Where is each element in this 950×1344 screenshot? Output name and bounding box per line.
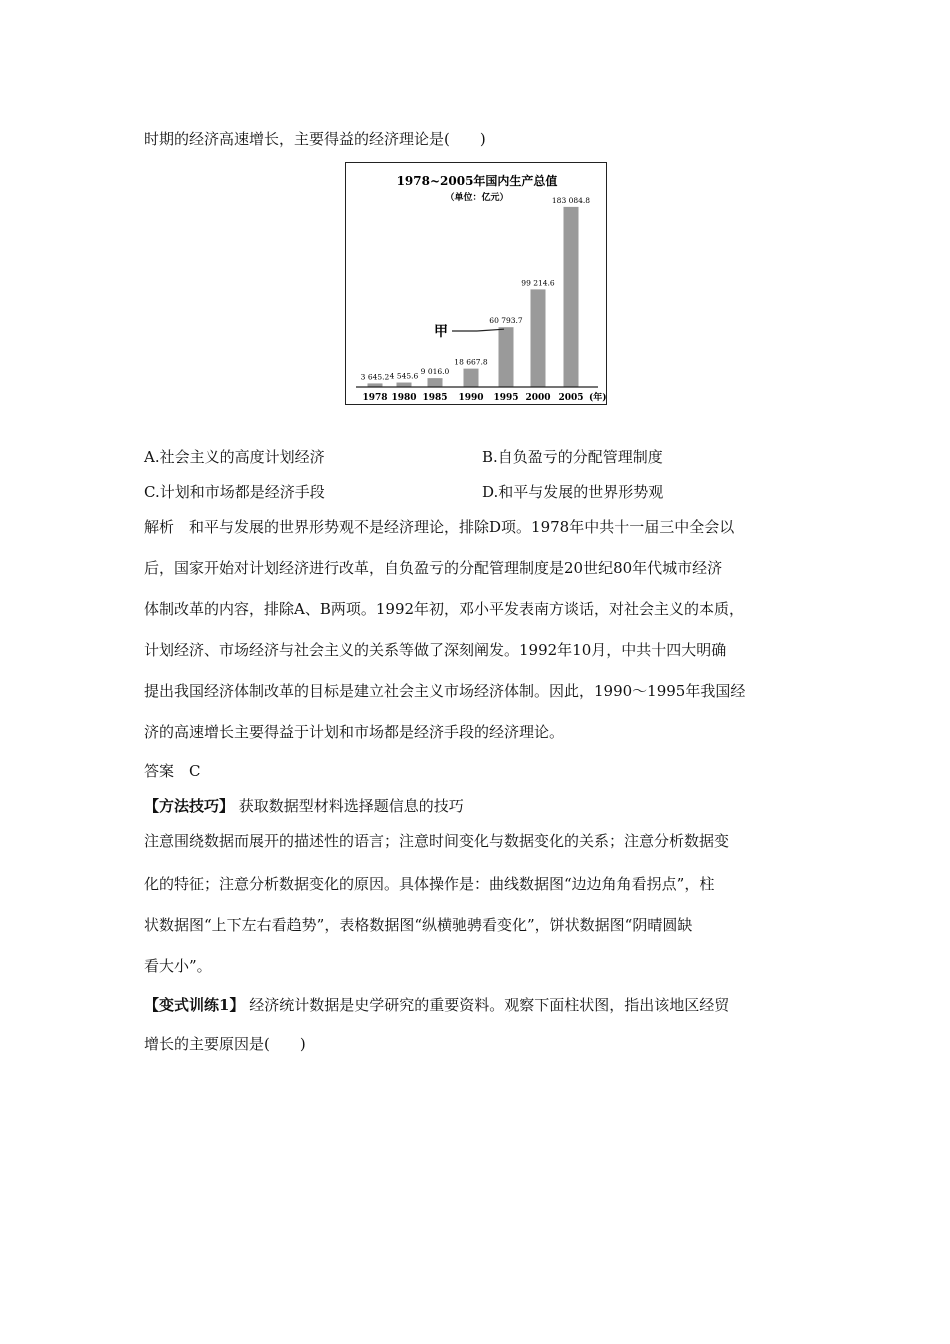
method-line-2: 化的特征；注意分析数据变化的原因。具体操作是：曲线数据图“边边角角看拐点”，柱 — [144, 875, 715, 893]
bar-1985 — [428, 378, 443, 387]
answer: 答案 C — [144, 762, 201, 780]
variant-heading: 【变式训练1】 — [144, 996, 245, 1014]
x-tick-1995: 1995 — [493, 393, 519, 403]
option-a: A.社会主义的高度计划经济 — [144, 448, 325, 466]
option-c: C.计划和市场都是经济手段 — [144, 483, 325, 501]
x-tick-1990: 1990 — [458, 393, 484, 403]
bar-1990 — [464, 369, 479, 387]
x-tick-2000: 2000 — [525, 393, 551, 403]
data-label-1978: 3 645.2 — [360, 372, 390, 382]
gdp-bar-chart — [345, 162, 607, 405]
x-tick-1978: 1978 — [362, 393, 388, 403]
option-d: D.和平与发展的世界形势观 — [482, 483, 664, 501]
chart-subtitle: （单位：亿元） — [445, 193, 509, 203]
data-label-2000: 99 214.6 — [521, 278, 555, 288]
data-label-1980: 4 545.6 — [389, 371, 419, 381]
annotation-jia: 甲 — [434, 324, 448, 340]
question-stem: 时期的经济高速增长，主要得益的经济理论是( ) — [144, 130, 486, 148]
variant-line-1: 经济统计数据是史学研究的重要资料。观察下面柱状图，指出该地区经贸 — [249, 996, 730, 1014]
method-line-3: 状数据图“上下左右看趋势”，表格数据图“纵横驰骋看变化”，饼状数据图“阴晴圆缺 — [144, 916, 693, 934]
bar-2000 — [531, 289, 546, 387]
x-tick-2005: 2005 — [558, 393, 584, 403]
method-heading-text: 获取数据型材料选择题信息的技巧 — [238, 797, 464, 815]
data-label-1990: 18 667.8 — [454, 357, 488, 367]
data-label-1995: 60 793.7 — [489, 316, 523, 326]
x-tick-1980: 1980 — [391, 393, 417, 403]
analysis-line-6: 济的高速增长主要得益于计划和市场都是经济手段的经济理论。 — [144, 723, 565, 741]
method-heading: 【方法技巧】 — [144, 797, 235, 815]
analysis-line-4: 计划经济、市场经济与社会主义的关系等做了深刻阐发。1992年10月，中共十四大明确 — [144, 641, 727, 659]
variant-row — [144, 994, 729, 1015]
chart-canvas — [346, 163, 608, 406]
chart-title: 1978~2005年国内生产总值 — [396, 174, 558, 188]
method-heading-row — [144, 795, 464, 816]
method-line-1: 注意围绕数据而展开的描述性的语言；注意时间变化与数据变化的关系；注意分析数据变 — [144, 832, 730, 850]
analysis-line-3: 体制改革的内容，排除A、B两项。1992年初，邓小平发表南方谈话，对社会主义的本质， — [144, 600, 745, 618]
bar-2005 — [564, 207, 579, 387]
method-line-4: 看大小”。 — [144, 957, 212, 975]
bar-1980 — [397, 383, 412, 387]
analysis-line-5: 提出我国经济体制改革的目标是建立社会主义市场经济体制。因此，1990～1995年我国经 — [144, 682, 746, 700]
analysis-line-2: 后，国家开始对计划经济进行改革，自负盈亏的分配管理制度是20世纪80年代城市经济 — [144, 559, 723, 577]
data-label-1985: 9 016.0 — [420, 367, 450, 377]
x-unit-label: (年) — [589, 393, 607, 403]
variant-line-2: 增长的主要原因是( ) — [144, 1035, 306, 1053]
bar-1995 — [499, 327, 514, 387]
x-tick-1985: 1985 — [422, 393, 448, 403]
option-b: B.自负盈亏的分配管理制度 — [482, 448, 663, 466]
data-label-2005: 183 084.8 — [551, 195, 591, 205]
analysis-line-1: 解析 和平与发展的世界形势观不是经济理论，排除D项。1978年中共十一届三中全会以 — [144, 518, 735, 536]
